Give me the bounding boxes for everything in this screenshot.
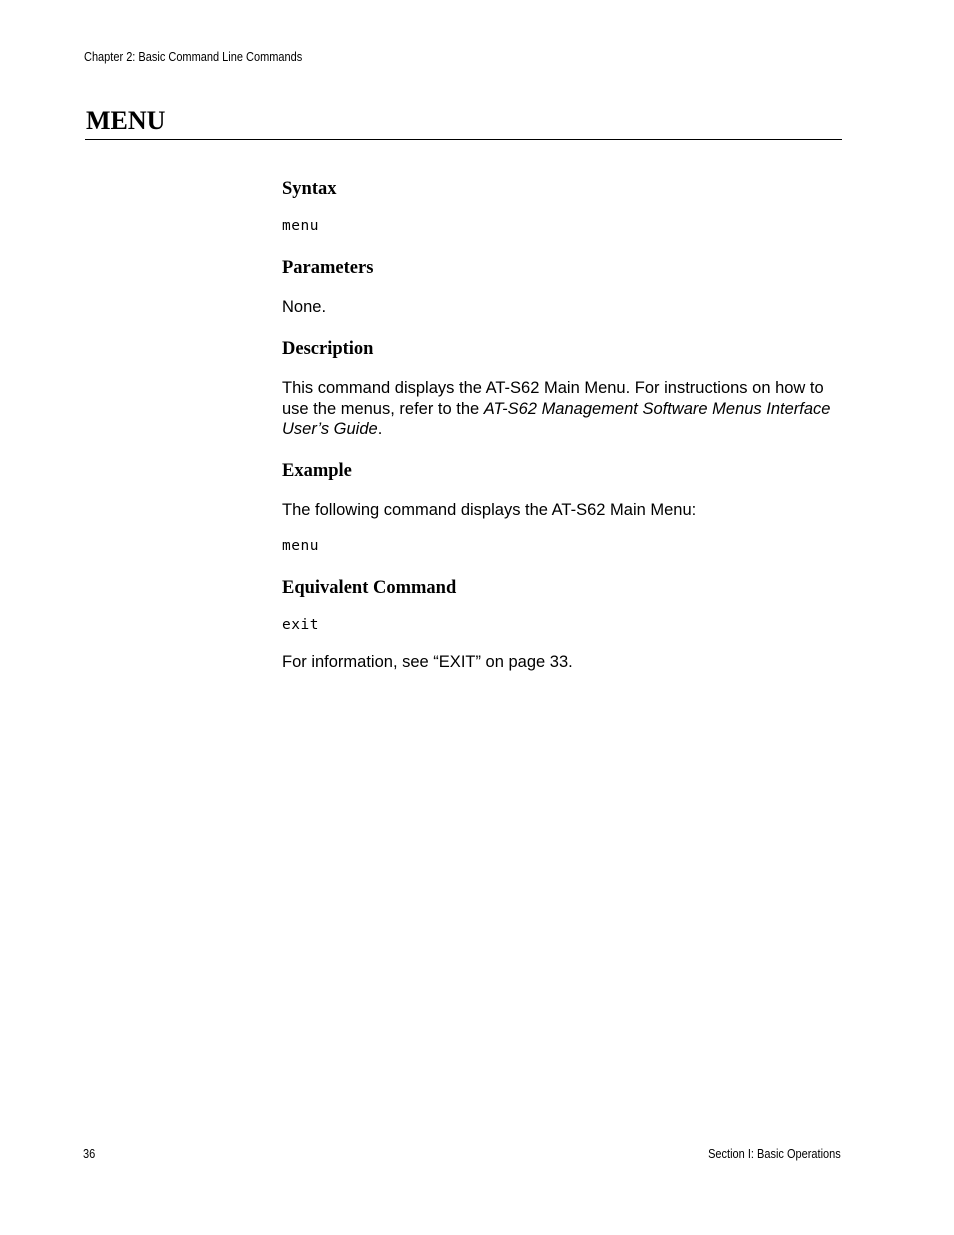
- title-rule: [85, 139, 842, 140]
- syntax-heading: Syntax: [282, 179, 337, 199]
- page-title: MENU: [86, 106, 166, 135]
- equivalent-text: For information, see “EXIT” on page 33.: [282, 653, 573, 671]
- description-text-before: This command displays the AT-S62 Main Menu. For instructions on how to use the menus, refer to the: [282, 379, 824, 418]
- example-code: menu: [282, 538, 319, 554]
- syntax-code: menu: [282, 218, 319, 234]
- equivalent-heading: Equivalent Command: [282, 578, 457, 598]
- description-text: [282, 378, 837, 440]
- description-text-after: .: [377, 420, 383, 438]
- page-number: 36: [83, 1147, 96, 1161]
- footer-section: Section I: Basic Operations: [708, 1147, 841, 1161]
- example-heading: Example: [282, 461, 352, 481]
- equivalent-code: exit: [282, 617, 319, 633]
- running-head: Chapter 2: Basic Command Line Commands: [84, 50, 303, 64]
- parameters-text: None.: [282, 298, 327, 316]
- parameters-heading: Parameters: [282, 258, 374, 278]
- guide-title: AT-S62 Management Software Menus Interface User’s Guide: [282, 399, 831, 438]
- example-text: The following command displays the AT-S62 Main Menu:: [282, 501, 697, 519]
- description-heading: Description: [282, 339, 374, 359]
